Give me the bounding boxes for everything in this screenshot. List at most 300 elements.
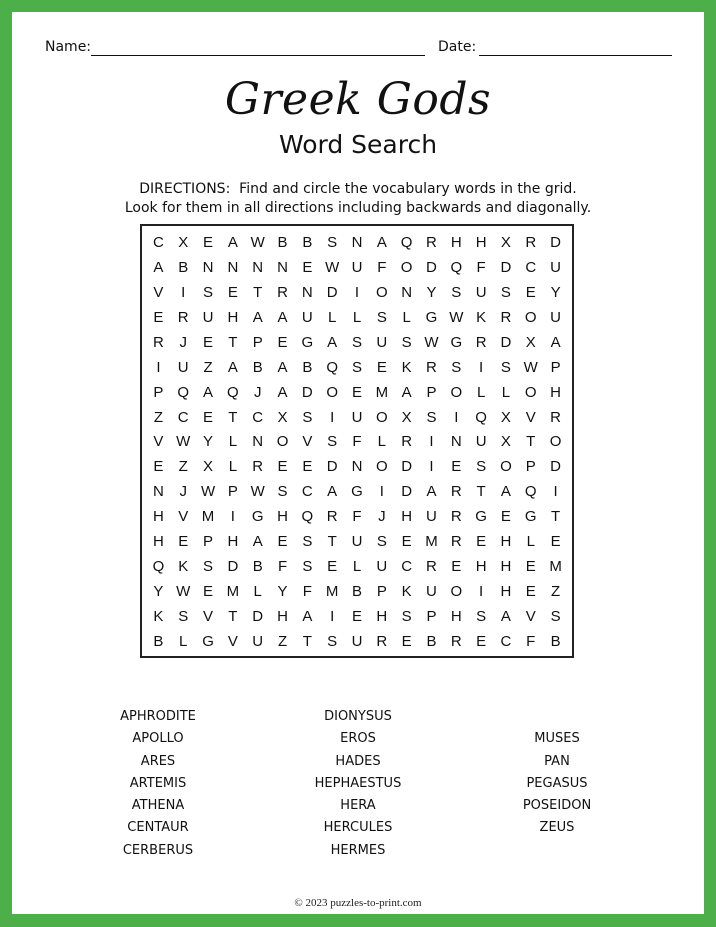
grid-cell[interactable]: Q — [400, 233, 413, 251]
grid-cell[interactable]: S — [302, 533, 313, 551]
grid-cell[interactable]: W — [424, 333, 439, 351]
word-search-grid[interactable] — [140, 224, 574, 658]
grid-cell[interactable]: Z — [277, 633, 288, 651]
grid-cell[interactable]: X — [203, 458, 214, 476]
grid-cell[interactable]: S — [178, 608, 189, 626]
grid-cell[interactable]: C — [252, 408, 264, 426]
grid-cell[interactable]: B — [178, 258, 189, 276]
grid-cell[interactable]: P — [550, 358, 561, 376]
grid-cell[interactable]: E — [525, 583, 536, 601]
grid-cell[interactable]: L — [402, 308, 411, 326]
grid-cell[interactable]: O — [375, 408, 388, 426]
grid-cell[interactable]: D — [401, 458, 413, 476]
grid-cell[interactable]: E — [401, 533, 412, 551]
grid-cell[interactable]: B — [426, 633, 437, 651]
grid-cell[interactable]: P — [203, 533, 214, 551]
grid-cell[interactable]: O — [524, 383, 537, 401]
grid-cell[interactable]: X — [500, 233, 511, 251]
grid-cell[interactable]: H — [475, 558, 487, 576]
grid-cell[interactable]: W — [449, 308, 464, 326]
grid-cell[interactable]: B — [302, 233, 313, 251]
grid-cell[interactable]: R — [152, 333, 164, 351]
grid-cell[interactable]: S — [401, 333, 412, 351]
grid-cell[interactable]: F — [277, 558, 288, 576]
grid-cell[interactable]: Y — [277, 583, 288, 601]
grid-cell[interactable]: E — [476, 633, 487, 651]
grid-cell[interactable]: A — [500, 608, 511, 626]
grid-cell[interactable]: R — [450, 483, 462, 501]
grid-cell[interactable]: G — [351, 483, 363, 501]
grid-cell[interactable]: S — [203, 283, 214, 301]
grid-cell[interactable]: C — [401, 558, 413, 576]
grid-cell[interactable]: I — [553, 483, 558, 501]
grid-cell[interactable]: V — [203, 608, 214, 626]
word-list-item: ARTEMIS — [129, 775, 187, 791]
grid-cell[interactable]: W — [250, 483, 265, 501]
grid-cell[interactable]: S — [401, 608, 412, 626]
grid-cell[interactable]: V — [153, 433, 164, 451]
grid-cell[interactable]: S — [500, 283, 511, 301]
grid-cell[interactable]: S — [327, 233, 338, 251]
grid-cell[interactable]: H — [450, 608, 462, 626]
grid-cell[interactable]: I — [429, 458, 434, 476]
grid-cell[interactable]: Q — [152, 558, 165, 576]
grid-cell[interactable]: R — [401, 433, 413, 451]
grid-cell[interactable]: E — [500, 508, 511, 526]
grid-cell[interactable]: A — [327, 483, 338, 501]
grid-cell[interactable]: X — [401, 408, 412, 426]
grid-cell[interactable]: D — [401, 483, 413, 501]
grid-cell[interactable]: R — [277, 283, 288, 301]
grid-cell[interactable]: L — [352, 558, 362, 576]
grid-cell[interactable]: Y — [550, 283, 561, 301]
grid-cell[interactable]: J — [179, 483, 187, 501]
grid-cell[interactable]: L — [228, 433, 238, 451]
grid-cell[interactable]: W — [523, 358, 538, 376]
grid-cell[interactable]: Y — [153, 583, 164, 601]
grid-cell[interactable]: H — [152, 508, 164, 526]
grid-cell[interactable]: L — [352, 308, 362, 326]
grid-cell[interactable]: W — [176, 433, 191, 451]
grid-cell[interactable]: G — [450, 333, 463, 351]
grid-cell[interactable]: U — [376, 558, 388, 576]
grid-cell[interactable]: J — [253, 383, 262, 401]
grid-cell[interactable]: K — [401, 358, 412, 376]
word-list-item: CERBERUS — [122, 842, 194, 858]
grid-cell[interactable]: Y — [203, 433, 214, 451]
grid-cell[interactable]: S — [302, 558, 313, 576]
grid-cell[interactable]: X — [525, 333, 536, 351]
grid-cell[interactable]: J — [378, 508, 386, 526]
grid-cell[interactable]: S — [476, 458, 487, 476]
grid-cell[interactable]: L — [377, 433, 386, 451]
grid-cell[interactable]: F — [302, 583, 312, 601]
grid-cell[interactable]: X — [178, 233, 189, 251]
grid-cell[interactable]: X — [500, 433, 511, 451]
grid-cell[interactable]: N — [152, 483, 164, 501]
grid-cell[interactable]: W — [176, 583, 191, 601]
grid-cell[interactable]: P — [525, 458, 536, 476]
grid-cell[interactable]: C — [152, 233, 164, 251]
grid-cell[interactable]: D — [326, 458, 338, 476]
grid-cell[interactable]: G — [202, 633, 214, 651]
grid-cell[interactable]: E — [203, 233, 214, 251]
grid-cell[interactable]: E — [277, 458, 288, 476]
grid-cell[interactable]: D — [301, 383, 313, 401]
grid-cell[interactable]: I — [330, 408, 335, 426]
grid-cell[interactable]: A — [550, 333, 561, 351]
grid-cell[interactable]: O — [400, 258, 413, 276]
grid-cell[interactable]: R — [500, 308, 512, 326]
grid-cell[interactable]: G — [425, 308, 438, 326]
grid-cell[interactable]: V — [227, 633, 238, 651]
grid-cell[interactable]: A — [252, 533, 263, 551]
word-list-item: HEPHAESTUS — [314, 775, 402, 791]
grid-cell[interactable]: R — [450, 533, 462, 551]
grid-cell[interactable]: T — [228, 408, 238, 426]
grid-cell[interactable]: R — [326, 508, 338, 526]
grid-cell[interactable]: H — [500, 533, 512, 551]
grid-cell[interactable]: N — [401, 283, 413, 301]
grid-cell[interactable]: B — [302, 358, 313, 376]
grid-cell[interactable]: D — [550, 233, 561, 251]
word-list-item: HERA — [340, 798, 376, 814]
grid-cell[interactable]: A — [277, 383, 288, 401]
grid-cell[interactable]: Z — [178, 458, 188, 476]
grid-cell[interactable]: A — [252, 308, 263, 326]
grid-cell[interactable]: C — [301, 483, 313, 501]
grid-cell[interactable]: T — [551, 508, 561, 526]
grid-cell[interactable]: N — [277, 258, 288, 276]
grid-cell[interactable]: R — [450, 508, 462, 526]
grid-cell[interactable]: H — [550, 383, 561, 401]
name-field-line[interactable] — [91, 55, 425, 56]
grid-cell[interactable]: F — [352, 433, 362, 451]
grid-cell[interactable]: N — [351, 233, 363, 251]
grid-cell[interactable]: H — [500, 558, 512, 576]
grid-cell[interactable]: Y — [426, 283, 437, 301]
grid-cell[interactable]: U — [426, 583, 437, 601]
grid-cell[interactable]: E — [351, 608, 362, 626]
grid-cell[interactable]: B — [252, 358, 263, 376]
grid-cell[interactable]: P — [426, 383, 437, 401]
grid-cell[interactable]: S — [327, 433, 338, 451]
grid-cell[interactable]: R — [450, 633, 462, 651]
grid-cell[interactable]: R — [376, 633, 388, 651]
grid-cell[interactable]: U — [252, 633, 264, 651]
grid-cell[interactable]: V — [178, 508, 189, 526]
grid-cell[interactable]: E — [153, 458, 164, 476]
grid-cell[interactable]: Z — [551, 583, 561, 601]
grid-cell[interactable]: I — [230, 508, 235, 526]
grid-cell[interactable]: A — [227, 358, 238, 376]
grid-cell[interactable]: S — [351, 358, 362, 376]
grid-cell[interactable]: M — [375, 383, 389, 401]
grid-cell[interactable]: O — [524, 308, 537, 326]
grid-cell[interactable]: N — [351, 458, 363, 476]
grid-cell[interactable]: S — [476, 608, 487, 626]
grid-cell[interactable]: S — [451, 283, 462, 301]
grid-cell[interactable]: E — [451, 558, 462, 576]
grid-cell[interactable]: U — [177, 358, 189, 376]
grid-cell[interactable]: C — [500, 633, 512, 651]
grid-cell[interactable]: A — [302, 608, 313, 626]
grid-cell[interactable]: E — [227, 283, 238, 301]
grid-cell[interactable]: V — [525, 408, 536, 426]
grid-cell[interactable]: A — [401, 383, 412, 401]
grid-cell[interactable]: L — [179, 633, 188, 651]
grid-cell[interactable]: E — [153, 308, 164, 326]
grid-cell[interactable]: K — [178, 558, 189, 576]
grid-cell[interactable]: T — [476, 483, 486, 501]
grid-cell[interactable]: G — [251, 508, 264, 526]
grid-cell[interactable]: T — [253, 283, 263, 301]
grid-cell[interactable]: R — [426, 358, 437, 376]
grid-cell[interactable]: M — [425, 533, 438, 551]
grid-cell[interactable]: K — [476, 308, 487, 326]
grid-cell[interactable]: S — [550, 608, 561, 626]
grid-cell[interactable]: Q — [475, 408, 487, 426]
grid-cell[interactable]: R — [426, 558, 437, 576]
grid-cell[interactable]: S — [451, 358, 462, 376]
grid-cell[interactable]: T — [228, 333, 238, 351]
grid-cell[interactable]: E — [277, 533, 288, 551]
grid-cell[interactable]: A — [277, 358, 288, 376]
grid-cell[interactable]: Q — [326, 358, 338, 376]
grid-cell[interactable]: Z — [203, 358, 213, 376]
grid-cell[interactable]: A — [203, 383, 214, 401]
grid-cell[interactable]: M — [325, 583, 339, 601]
grid-cell[interactable]: N — [252, 258, 264, 276]
grid-cell[interactable]: S — [327, 633, 338, 651]
grid-cell[interactable]: E — [451, 458, 462, 476]
grid-cell[interactable]: U — [301, 308, 313, 326]
grid-cell[interactable]: G — [301, 333, 314, 351]
grid-cell[interactable]: O — [549, 433, 562, 451]
grid-cell[interactable]: I — [429, 433, 434, 451]
grid-cell[interactable]: H — [450, 233, 462, 251]
grid-cell[interactable]: X — [500, 408, 511, 426]
grid-cell[interactable]: T — [302, 633, 312, 651]
grid-cell[interactable]: D — [550, 458, 561, 476]
grid-cell[interactable]: W — [250, 233, 265, 251]
grid-cell[interactable]: L — [476, 383, 486, 401]
grid-cell[interactable]: D — [500, 258, 512, 276]
grid-cell[interactable]: O — [375, 458, 388, 476]
grid-cell[interactable]: E — [203, 583, 214, 601]
grid-cell[interactable]: W — [325, 258, 340, 276]
grid-cell[interactable]: S — [376, 533, 387, 551]
grid-cell[interactable]: G — [524, 508, 537, 526]
grid-cell[interactable]: H — [401, 508, 413, 526]
grid-cell[interactable]: O — [450, 383, 463, 401]
grid-cell[interactable]: R — [475, 333, 487, 351]
grid-cell[interactable]: O — [276, 433, 289, 451]
grid-cell[interactable]: R — [550, 408, 561, 426]
grid-cell[interactable]: U — [351, 633, 363, 651]
grid-cell[interactable]: Q — [524, 483, 537, 501]
grid-cell[interactable]: Q — [450, 258, 463, 276]
grid-cell[interactable]: I — [479, 358, 484, 376]
grid-cell[interactable]: H — [227, 308, 239, 326]
grid-cell[interactable]: S — [376, 308, 387, 326]
grid-cell[interactable]: E — [351, 383, 362, 401]
grid-cell[interactable]: H — [277, 508, 288, 526]
grid-cell[interactable]: Q — [227, 383, 239, 401]
grid-cell[interactable]: E — [302, 258, 313, 276]
grid-cell[interactable]: U — [351, 533, 363, 551]
grid-cell[interactable]: F — [476, 258, 486, 276]
grid-cell[interactable]: K — [401, 583, 412, 601]
grid-cell[interactable]: E — [277, 333, 288, 351]
grid-cell[interactable]: E — [525, 558, 536, 576]
grid-cell[interactable]: E — [203, 333, 214, 351]
grid-cell[interactable]: C — [177, 408, 189, 426]
grid-cell[interactable]: W — [200, 483, 216, 501]
name-date-row — [45, 39, 671, 59]
grid-cell[interactable]: E — [401, 633, 412, 651]
grid-cell[interactable]: D — [426, 258, 437, 276]
grid-cell[interactable]: L — [526, 533, 535, 551]
grid-cell[interactable]: R — [426, 233, 437, 251]
grid-cell[interactable]: O — [450, 583, 463, 601]
grid-cell[interactable]: A — [277, 308, 288, 326]
grid-cell[interactable]: E — [376, 358, 387, 376]
grid-cell[interactable]: I — [379, 483, 384, 501]
grid-cell[interactable]: D — [227, 558, 239, 576]
grid-cell[interactable]: H — [152, 533, 164, 551]
grid-cell[interactable]: U — [475, 283, 487, 301]
word-list-item: ATHENA — [131, 798, 185, 814]
grid-cell[interactable]: M — [201, 508, 215, 526]
grid-cell[interactable]: N — [301, 283, 313, 301]
grid-cell[interactable]: L — [327, 308, 337, 326]
grid-cell[interactable]: N — [227, 258, 239, 276]
grid-cell[interactable]: I — [156, 358, 161, 376]
grid-cell[interactable]: I — [479, 583, 484, 601]
grid-cell[interactable]: D — [252, 608, 264, 626]
grid-cell[interactable]: P — [426, 608, 437, 626]
grid-cell[interactable]: E — [476, 533, 487, 551]
grid-cell[interactable]: N — [202, 258, 214, 276]
grid-cell[interactable]: I — [181, 283, 186, 301]
grid-cell[interactable]: L — [228, 458, 238, 476]
grid-cell[interactable]: J — [179, 333, 187, 351]
grid-cell[interactable]: H — [277, 608, 288, 626]
grid-cell[interactable]: E — [178, 533, 189, 551]
grid-cell[interactable]: T — [526, 433, 536, 451]
grid-cell[interactable]: A — [376, 233, 387, 251]
grid-cell[interactable]: K — [153, 608, 164, 626]
grid-cell[interactable]: G — [475, 508, 487, 526]
grid-cell[interactable]: I — [330, 608, 335, 626]
word-list-item: DIONYSUS — [324, 709, 392, 724]
grid-cell[interactable]: A — [500, 483, 511, 501]
grid-cell[interactable]: T — [327, 533, 337, 551]
grid-cell[interactable]: A — [426, 483, 437, 501]
grid-cell[interactable]: B — [550, 633, 561, 651]
grid-cell[interactable]: U — [351, 408, 363, 426]
grid-cell[interactable]: S — [203, 558, 214, 576]
grid-cell[interactable]: H — [475, 233, 487, 251]
grid-cell[interactable]: S — [277, 483, 288, 501]
grid-cell[interactable]: U — [426, 508, 437, 526]
grid-cell[interactable]: L — [253, 583, 262, 601]
grid-cell[interactable]: U — [475, 433, 487, 451]
grid-cell[interactable]: U — [202, 308, 214, 326]
grid-cell[interactable]: S — [426, 408, 437, 426]
grid-cell[interactable]: B — [153, 633, 164, 651]
grid-cell[interactable]: U — [550, 308, 561, 326]
word-list-item: PEGASUS — [526, 775, 588, 791]
grid-cell[interactable]: B — [277, 233, 288, 251]
grid-cell[interactable]: T — [228, 608, 238, 626]
grid-cell[interactable]: U — [550, 258, 561, 276]
grid-cell[interactable]: R — [177, 308, 189, 326]
grid-cell[interactable]: A — [227, 233, 238, 251]
grid-cell[interactable]: E — [550, 533, 561, 551]
grid-cell[interactable]: U — [351, 258, 363, 276]
grid-cell[interactable]: A — [327, 333, 338, 351]
grid-cell[interactable]: P — [252, 333, 263, 351]
grid-cell[interactable]: B — [351, 583, 362, 601]
grid-cell[interactable]: F — [377, 258, 387, 276]
grid-cell[interactable]: V — [153, 283, 164, 301]
grid-cell[interactable]: F — [526, 633, 536, 651]
grid-cell[interactable]: U — [376, 333, 388, 351]
grid-cell[interactable]: I — [454, 408, 459, 426]
grid-cell[interactable]: S — [351, 333, 362, 351]
grid-cell[interactable]: F — [352, 508, 362, 526]
grid-cell[interactable]: E — [327, 558, 338, 576]
grid-cell[interactable]: E — [302, 458, 313, 476]
grid-cell[interactable]: E — [203, 408, 214, 426]
grid-cell[interactable]: E — [525, 283, 536, 301]
grid-cell[interactable]: S — [302, 408, 313, 426]
grid-cell[interactable]: P — [376, 583, 387, 601]
grid-cell[interactable]: B — [252, 558, 263, 576]
grid-cell[interactable]: M — [549, 558, 562, 576]
grid-cell[interactable]: V — [525, 608, 536, 626]
grid-cell[interactable]: N — [450, 433, 462, 451]
grid-cell[interactable]: H — [376, 608, 388, 626]
grid-cell[interactable]: H — [227, 533, 239, 551]
grid-cell[interactable]: S — [500, 358, 511, 376]
grid-cell[interactable]: P — [153, 383, 164, 401]
grid-cell[interactable]: V — [302, 433, 313, 451]
grid-cell[interactable]: O — [500, 458, 512, 476]
grid-cell[interactable]: L — [501, 383, 511, 401]
grid-cell[interactable]: D — [326, 283, 338, 301]
grid-cell[interactable]: Q — [177, 383, 190, 401]
grid-cell[interactable]: P — [227, 483, 238, 501]
grid-cell[interactable]: O — [375, 283, 388, 301]
grid-cell[interactable]: Z — [153, 408, 163, 426]
grid-cell[interactable]: H — [500, 583, 512, 601]
grid-cell[interactable]: M — [226, 583, 240, 601]
grid-cell[interactable]: D — [500, 333, 512, 351]
date-field-line[interactable] — [479, 55, 672, 56]
grid-cell[interactable]: X — [277, 408, 288, 426]
grid-cell[interactable]: A — [153, 258, 164, 276]
grid-cell[interactable]: R — [525, 233, 537, 251]
grid-cell[interactable]: O — [326, 383, 338, 401]
grid-cell[interactable]: Q — [301, 508, 314, 526]
grid-cell[interactable]: C — [525, 258, 537, 276]
grid-cell[interactable]: R — [252, 458, 264, 476]
grid-cell[interactable]: N — [252, 433, 264, 451]
grid-cell[interactable]: I — [354, 283, 360, 301]
